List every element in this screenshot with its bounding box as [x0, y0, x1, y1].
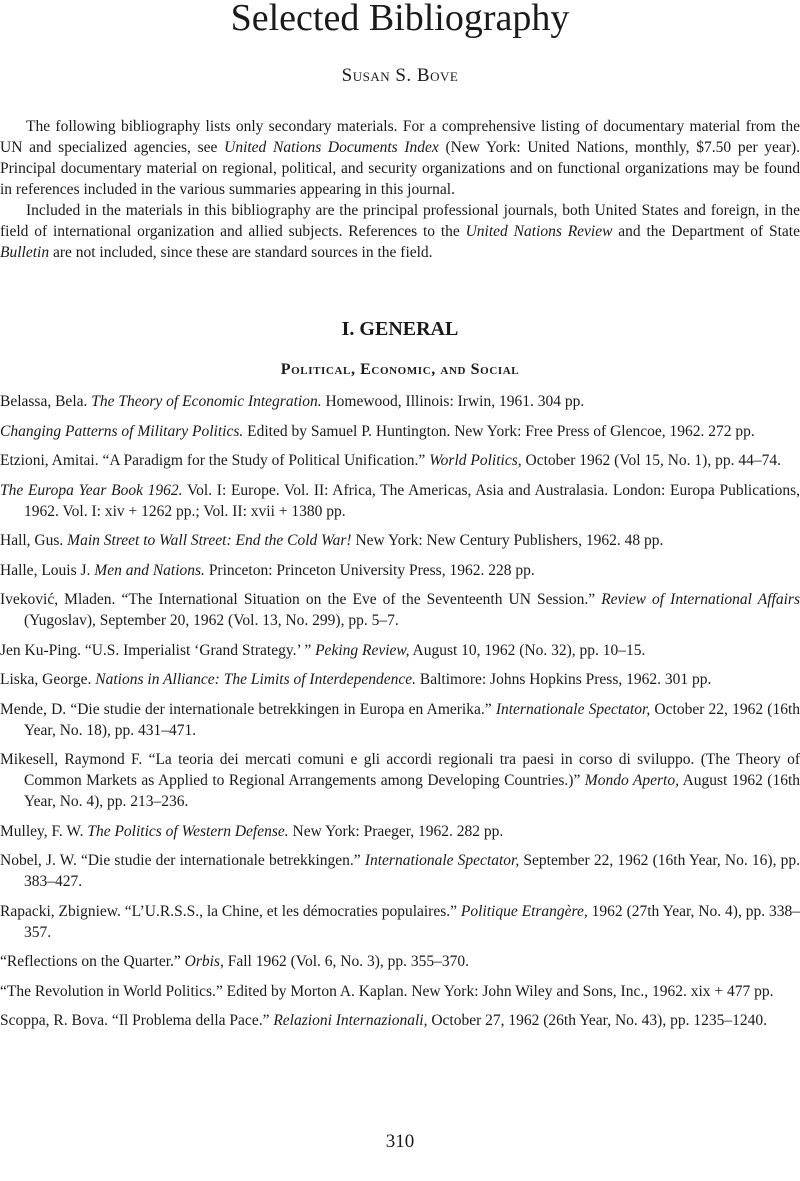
- section-title: I. GENERAL: [341, 318, 459, 340]
- text-run: 1962 (27th Year, No. 4), pp. 338–357.: [24, 902, 800, 941]
- text-run: Included in the materials in this bibliography are the principal professional journals, both United States and foreign, in the field of international organization and allied subjects. References to the: [0, 202, 800, 240]
- text-run: Edited by Samuel P. Huntington. New York: Free Press of Glencoe, 1962. 272 pp.: [243, 422, 755, 440]
- text-run: Nobel, J. W. “Die studie der internationale betrekkingen.”: [0, 852, 365, 869]
- italic-title-text: Changing Patterns of Military Politics.: [0, 422, 244, 440]
- italic-title-text: The Europa Year Book 1962.: [0, 481, 183, 499]
- text-run: Liska, George.: [0, 671, 96, 688]
- text-run: Iveković, Mladen. “The International Situation on the Eve of the Seventeenth UN Session.”: [0, 591, 602, 608]
- subsection-title: Political, Economic, and Social: [280, 361, 520, 378]
- italic-title-text: Men and Nations.: [94, 561, 205, 579]
- italic-title-text: Nations in Alliance: The Limits of Interdependence.: [95, 671, 416, 688]
- bibliography-entry: [0, 981, 800, 1002]
- bibliography-entry: [0, 951, 800, 972]
- bibliography-entry: [0, 530, 800, 551]
- italic-title-text: Review of International Affairs: [601, 591, 800, 608]
- bibliography-entry: [0, 560, 800, 581]
- text-run: Vol. I: Europe. Vol. II: Africa, The Americas, Asia and Australasia. London: Europa Publications, 1962. Vol. I: xiv + 1262 pp.; Vol. II: xvii + 1380 pp.: [24, 481, 800, 520]
- italic-title-text: The Theory of Economic Integration.: [91, 393, 322, 410]
- text-run: New York: New Century Publishers, 1962. 48 pp.: [351, 532, 664, 549]
- text-run: Hall, Gus.: [0, 532, 68, 549]
- bibliography-entry: [0, 669, 800, 690]
- page-number: 310: [385, 1131, 415, 1152]
- bibliography-list: [0, 391, 800, 1040]
- text-run: Baltimore: Johns Hopkins Press, 1962. 301 pp.: [416, 671, 712, 688]
- text-run: “Reflections on the Quarter.”: [0, 953, 185, 970]
- bibliography-entry: [0, 821, 800, 842]
- text-run: The following bibliography lists only secondary materials. For a comprehensive listing of documentary material from the UN and specialized agencies, see: [0, 118, 800, 156]
- text-run: Mikesell, Raymond F. “La teoria dei mercati comuni e gli accordi regionali tra paesi in corso di sviluppo. (The Theory of Common Markets as Applied to Regional Arrangements among Developing Countries.)”: [0, 751, 800, 789]
- page-title: Selected Bibliography: [230, 0, 570, 39]
- text-run: August 10, 1962 (No. 32), pp. 10–15.: [409, 641, 646, 659]
- intro-paragraph: [0, 116, 800, 200]
- italic-title-text: Bulletin: [0, 244, 50, 261]
- text-run: Mende, D. “Die studie der internationale betrekkingen in Europa en Amerika.”: [0, 700, 496, 718]
- intro-text: [0, 116, 800, 263]
- text-run: Princeton: Princeton University Press, 1962. 228 pp.: [204, 561, 535, 579]
- text-run: Homewood, Illinois: Irwin, 1961. 304 pp.: [321, 393, 585, 410]
- bibliography-entry: [0, 480, 800, 522]
- bibliography-entry: [0, 901, 800, 943]
- text-run: Rapacki, Zbigniew. “L’U.R.S.S., la Chine, et les démocraties populaires.”: [0, 902, 461, 920]
- intro-paragraph: [0, 200, 800, 263]
- italic-title-text: United Nations Review: [465, 223, 613, 240]
- italic-title-text: United Nations Documents Index: [224, 139, 439, 156]
- text-run: Mulley, F. W.: [0, 822, 88, 840]
- bibliography-entry: [0, 1010, 800, 1031]
- bibliography-entry: [0, 699, 800, 741]
- bibliography-entry: [0, 421, 800, 442]
- bibliography-entry: [0, 850, 800, 892]
- italic-title-text: Main Street to Wall Street: End the Cold War!: [67, 532, 352, 549]
- text-run: October 22, 1962 (16th Year, No. 18), pp. 431–471.: [24, 700, 800, 739]
- bibliography-entry: [0, 589, 800, 631]
- text-run: (New York: United Nations, monthly, $7.50 per year). Principal documentary material on regional, political, and security organizations and on functional organizations may be found in references included in the various summaries appearing in this journal.: [0, 139, 800, 198]
- text-run: Jen Ku-Ping. “U.S. Imperialist ‘Grand Strategy.’ ”: [0, 641, 316, 659]
- italic-title-text: Peking Review,: [315, 641, 410, 659]
- bibliography-entry: [0, 450, 800, 471]
- text-run: (Yugoslav), September 20, 1962 (Vol. 13, No. 299), pp. 5–7.: [24, 612, 399, 629]
- bibliography-entry: [0, 391, 800, 412]
- italic-title-text: Mondo Aperto,: [584, 772, 679, 789]
- text-run: are not included, since these are standard sources in the field.: [49, 244, 433, 261]
- italic-title-text: Orbis,: [184, 953, 224, 970]
- text-run: “The Revolution in World Politics.” Edited by Morton A. Kaplan. New York: John Wiley and Sons, Inc., 1962. xix + 477 pp.: [0, 982, 774, 1000]
- text-run: October 1962 (Vol 15, No. 1), pp. 44–74.: [521, 452, 781, 469]
- text-run: Etzioni, Amitai. “A Paradigm for the Study of Political Unification.”: [0, 452, 430, 469]
- text-run: and the Department of State: [612, 223, 800, 240]
- bibliography-entry: [0, 749, 800, 812]
- italic-title-text: Internationale Spectator,: [364, 852, 520, 869]
- text-run: September 22, 1962 (16th Year, No. 16), pp. 383–427.: [24, 852, 800, 890]
- author-name: Susan S. Bove: [341, 65, 459, 86]
- italic-title-text: Relazioni Internazionali,: [273, 1012, 428, 1029]
- italic-title-text: The Politics of Western Defense.: [87, 822, 289, 840]
- text-run: Fall 1962 (Vol. 6, No. 3), pp. 355–370.: [223, 953, 469, 970]
- bibliography-entry: [0, 640, 800, 661]
- text-run: October 27, 1962 (26th Year, No. 43), pp. 1235–1240.: [427, 1012, 767, 1029]
- text-run: Belassa, Bela.: [0, 393, 92, 410]
- text-run: Scoppa, R. Bova. “Il Problema della Pace.”: [0, 1012, 274, 1029]
- text-run: Halle, Louis J.: [0, 561, 95, 579]
- text-run: August 1962 (16th Year, No. 4), pp. 213–236.: [24, 772, 800, 810]
- text-run: New York: Praeger, 1962. 282 pp.: [288, 822, 504, 840]
- italic-title-text: Politique Etrangère,: [460, 902, 588, 920]
- italic-title-text: Internationale Spectator,: [495, 700, 651, 718]
- italic-title-text: World Politics,: [429, 452, 522, 469]
